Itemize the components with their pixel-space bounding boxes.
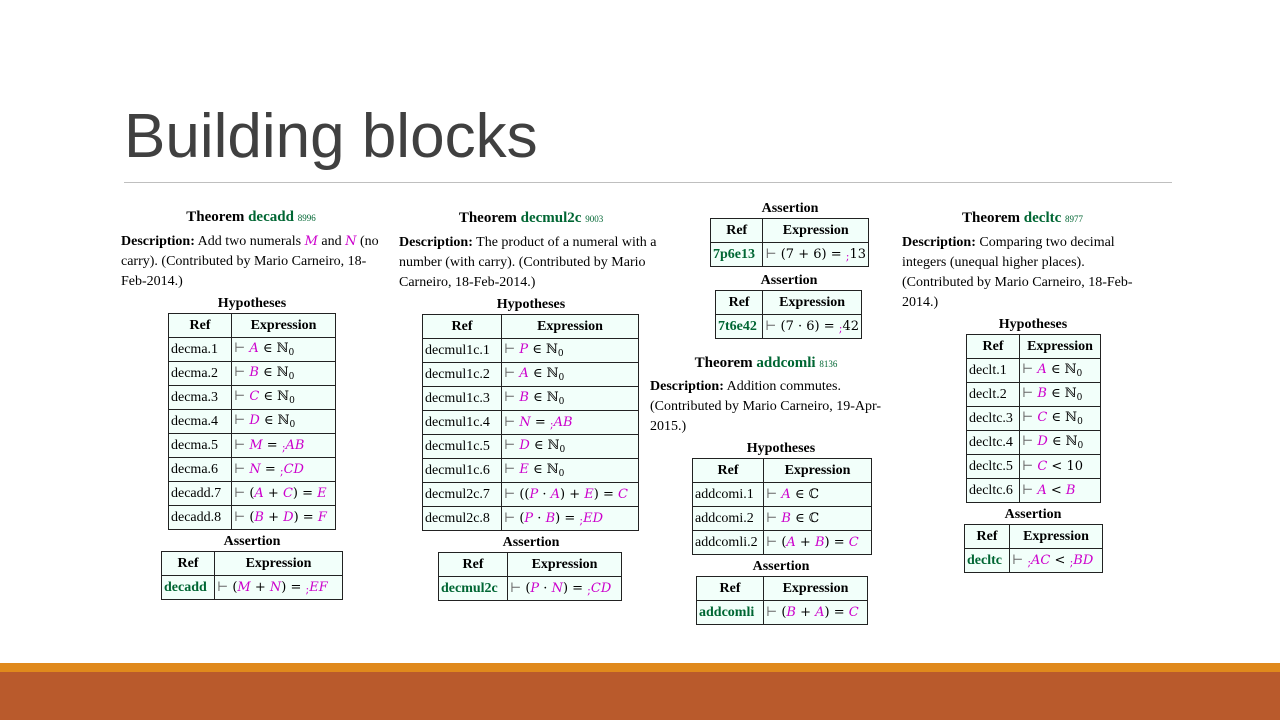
description-text: Add two numerals [197, 234, 302, 249]
theorem-decadd-heading [121, 208, 381, 228]
slide-title: Building blocks [124, 102, 538, 171]
expression-header: Expression [232, 314, 336, 338]
hyp-ref[interactable]: decma.6 [169, 458, 232, 482]
theorem-label: Theorem [694, 355, 753, 371]
hyp-expression: ⊢ N = ;CD [232, 458, 336, 482]
assertion-7t6e42-block [715, 272, 863, 339]
hyp-expression: ⊢ B ∈ ℕ$_0$ [1020, 383, 1101, 407]
table-row [967, 479, 1101, 503]
theorem-description [399, 233, 663, 293]
table-row [169, 362, 336, 386]
description-text: and [321, 234, 342, 249]
ref-header: Ref [162, 552, 215, 576]
hyp-ref[interactable]: decmul1c.6 [423, 459, 502, 483]
table-row [693, 531, 872, 555]
hypotheses-table [692, 458, 872, 555]
hyp-expression: ⊢ C < 10 [1020, 455, 1101, 479]
theorem-number: 8977 [1065, 214, 1084, 224]
hyp-ref[interactable]: addcomi.2 [693, 507, 764, 531]
ref-header: Ref [423, 315, 502, 339]
assertion-expression: ⊢ (B + A) = C [764, 601, 868, 625]
theorem-decltc-heading [902, 209, 1166, 229]
ref-header: Ref [716, 291, 763, 315]
expression-header: Expression [763, 219, 869, 243]
assertion-caption: Assertion [502, 535, 560, 550]
theorem-number: 9003 [585, 214, 604, 224]
hyp-ref[interactable]: declt.2 [967, 383, 1020, 407]
ref-header: Ref [693, 459, 764, 483]
table-row [423, 363, 639, 387]
hyp-expression: ⊢ (A + C) = E [232, 482, 336, 506]
hyp-ref[interactable]: decma.5 [169, 434, 232, 458]
hyp-ref[interactable]: decltc.3 [967, 407, 1020, 431]
hyp-expression: ⊢ D ∈ ℕ$_0$ [232, 410, 336, 434]
hyp-ref[interactable]: decma.2 [169, 362, 232, 386]
theorem-name[interactable]: decadd [248, 209, 294, 225]
table-row [423, 459, 639, 483]
assertion-expression: ⊢ (P · N) = ;CD [508, 577, 622, 601]
theorem-description [902, 233, 1156, 313]
table-row [967, 431, 1101, 455]
description-text: (no carry). (Contributed by Mario Carneiro, 18-Feb-2014.) [121, 234, 379, 289]
ref-header: Ref [965, 525, 1010, 549]
hyp-expression: ⊢ (A + B) = C [764, 531, 872, 555]
description-label: Description: [902, 235, 976, 250]
hyp-expression: ⊢ A < B [1020, 479, 1101, 503]
hyp-expression: ⊢ D ∈ ℕ$_0$ [1020, 431, 1101, 455]
hyp-expression: ⊢ B ∈ ℂ [764, 507, 872, 531]
table-row [169, 386, 336, 410]
assertion-table [438, 552, 622, 601]
assertion-ref[interactable]: decltc [965, 549, 1010, 573]
expression-header: Expression [1020, 335, 1101, 359]
hyp-ref[interactable]: addcomli.2 [693, 531, 764, 555]
hyp-ref[interactable]: decltc.4 [967, 431, 1020, 455]
hyp-ref[interactable]: decadd.7 [169, 482, 232, 506]
theorem-addcomli-block [650, 354, 882, 625]
description-label: Description: [121, 234, 195, 249]
expression-header: Expression [1010, 525, 1103, 549]
assertion-table [161, 551, 343, 600]
hyp-expression: ⊢ (P · B) = ;ED [502, 507, 639, 531]
theorem-decmul2c-block [399, 209, 663, 601]
theorem-decmul2c-heading [399, 209, 663, 229]
hypotheses-caption: Hypotheses [998, 317, 1068, 332]
description-text: Addition commutes. (Contributed by Mario Carneiro, 19-Apr-2015.) [650, 379, 882, 434]
table-row [169, 338, 336, 362]
footer-accent-stripe [0, 663, 1280, 672]
hyp-ref[interactable]: decmul1c.4 [423, 411, 502, 435]
assertion-table [715, 290, 862, 339]
assertion-ref[interactable]: decadd [162, 576, 215, 600]
theorem-label: Theorem [962, 210, 1021, 226]
theorem-number: 8136 [819, 359, 838, 369]
hyp-ref[interactable]: decmul1c.5 [423, 435, 502, 459]
table-row [162, 576, 343, 600]
hyp-ref[interactable]: decmul1c.1 [423, 339, 502, 363]
table-row [693, 483, 872, 507]
expression-header: Expression [508, 553, 622, 577]
hyp-expression: ⊢ C ∈ ℕ$_0$ [232, 386, 336, 410]
result-value: 42 [842, 318, 859, 334]
assertion-ref[interactable]: decmul2c [439, 577, 508, 601]
hyp-ref[interactable]: decadd.8 [169, 506, 232, 530]
assertion-caption: Assertion [223, 534, 281, 549]
theorem-decltc-block [902, 209, 1166, 573]
assertion-ref[interactable]: 7p6e13 [711, 243, 763, 267]
table-row [711, 243, 869, 267]
description-text: Comparing two decimal integers (unequal higher places). (Contributed by Mario Carneiro, 18-Feb-2014.) [902, 235, 1133, 310]
theorem-addcomli-heading [650, 354, 882, 374]
ref-header: Ref [697, 577, 764, 601]
theorem-label: Theorem [458, 210, 517, 226]
description-label: Description: [650, 379, 724, 394]
table-row [169, 458, 336, 482]
hypotheses-table [422, 314, 639, 531]
assertion-ref[interactable]: 7t6e42 [716, 315, 763, 339]
hypotheses-caption: Hypotheses [217, 296, 287, 311]
table-row [439, 577, 622, 601]
hyp-expression: ⊢ (B + D) = F [232, 506, 336, 530]
hyp-expression: ⊢ B ∈ ℕ$_0$ [232, 362, 336, 386]
hyp-ref[interactable]: decma.4 [169, 410, 232, 434]
description-text: The product of a numeral with a number (with carry). (Contributed by Mario Carneiro, 18-Feb-2014.) [399, 235, 657, 290]
ref-header: Ref [169, 314, 232, 338]
math-var: M [304, 234, 318, 249]
title-divider [124, 182, 1172, 183]
math-var: N [345, 234, 357, 249]
table-row [423, 411, 639, 435]
table-row [423, 435, 639, 459]
expression-header: Expression [764, 459, 872, 483]
table-row [423, 339, 639, 363]
table-row [169, 506, 336, 530]
assertion-table [696, 576, 868, 625]
expression-header: Expression [215, 552, 343, 576]
hyp-ref[interactable]: decmul1c.2 [423, 363, 502, 387]
assertion-expression: ⊢ (M + N) = ;EF [215, 576, 343, 600]
theorem-number: 8996 [297, 213, 316, 223]
hyp-ref[interactable]: decltc.6 [967, 479, 1020, 503]
hyp-expression: ⊢ M = ;AB [232, 434, 336, 458]
table-row [967, 407, 1101, 431]
ref-header: Ref [711, 219, 763, 243]
ref-header: Ref [967, 335, 1020, 359]
hyp-expression: ⊢ A ∈ ℕ$_0$ [1020, 359, 1101, 383]
table-row [967, 359, 1101, 383]
description-label: Description: [399, 235, 473, 250]
table-row [169, 410, 336, 434]
assertion-caption: Assertion [760, 273, 818, 288]
hyp-ref[interactable]: decma.3 [169, 386, 232, 410]
assertion-expression: ⊢ (7 · 6) = ;42 [763, 315, 862, 339]
hyp-expression: ⊢ C ∈ ℕ$_0$ [1020, 407, 1101, 431]
hypotheses-caption: Hypotheses [746, 441, 816, 456]
hyp-expression: ⊢ E ∈ ℕ$_0$ [502, 459, 639, 483]
hyp-ref[interactable]: decmul2c.7 [423, 483, 502, 507]
theorem-name[interactable]: addcomli [756, 355, 816, 371]
hypotheses-table [168, 313, 336, 530]
theorem-name[interactable]: decltc [1023, 210, 1062, 226]
table-row [967, 455, 1101, 479]
hyp-ref[interactable]: declt.1 [967, 359, 1020, 383]
assertion-caption: Assertion [1004, 507, 1062, 522]
expression-header: Expression [763, 291, 862, 315]
theorem-description [121, 232, 381, 292]
theorem-decadd-block [121, 208, 381, 600]
assertion-table [964, 524, 1103, 573]
hypotheses-caption: Hypotheses [496, 297, 566, 312]
hyp-ref[interactable]: addcomi.1 [693, 483, 764, 507]
hyp-expression: ⊢ A ∈ ℕ$_0$ [502, 363, 639, 387]
hyp-expression: ⊢ N = ;AB [502, 411, 639, 435]
theorem-name[interactable]: decmul2c [520, 210, 582, 226]
hyp-expression: ⊢ P ∈ ℕ$_0$ [502, 339, 639, 363]
assertion-ref[interactable]: addcomli [697, 601, 764, 625]
assertion-caption: Assertion [761, 201, 819, 216]
hypotheses-table [966, 334, 1101, 503]
ten-value: 10 [1066, 458, 1083, 474]
table-row [423, 387, 639, 411]
expression-header: Expression [764, 577, 868, 601]
hyp-expression: ⊢ B ∈ ℕ$_0$ [502, 387, 639, 411]
table-row [423, 483, 639, 507]
hyp-expression: ⊢ A ∈ ℕ$_0$ [232, 338, 336, 362]
assertion-table [710, 218, 869, 267]
hyp-ref[interactable]: decmul1c.3 [423, 387, 502, 411]
hyp-ref[interactable]: decma.1 [169, 338, 232, 362]
assertion-caption: Assertion [752, 559, 810, 574]
hyp-ref[interactable]: decmul2c.8 [423, 507, 502, 531]
result-value: 13 [849, 246, 866, 262]
table-row [965, 549, 1103, 573]
footer-bar [0, 672, 1280, 720]
table-row [716, 315, 862, 339]
ref-header: Ref [439, 553, 508, 577]
table-row [169, 434, 336, 458]
hyp-expression: ⊢ A ∈ ℂ [764, 483, 872, 507]
hyp-ref[interactable]: decltc.5 [967, 455, 1020, 479]
expression-header: Expression [502, 315, 639, 339]
assertion-expression: ⊢ (7 + 6) = ;13 [763, 243, 869, 267]
hyp-expression: ⊢ D ∈ ℕ$_0$ [502, 435, 639, 459]
table-row [967, 383, 1101, 407]
assertion-expression: ⊢ ;AC < ;BD [1010, 549, 1103, 573]
theorem-description [650, 377, 882, 437]
assertion-7p6e13-block [710, 200, 870, 267]
table-row [423, 507, 639, 531]
table-row [169, 482, 336, 506]
table-row [693, 507, 872, 531]
hyp-expression: ⊢ ((P · A) + E) = C [502, 483, 639, 507]
table-row [697, 601, 868, 625]
theorem-label: Theorem [186, 209, 245, 225]
